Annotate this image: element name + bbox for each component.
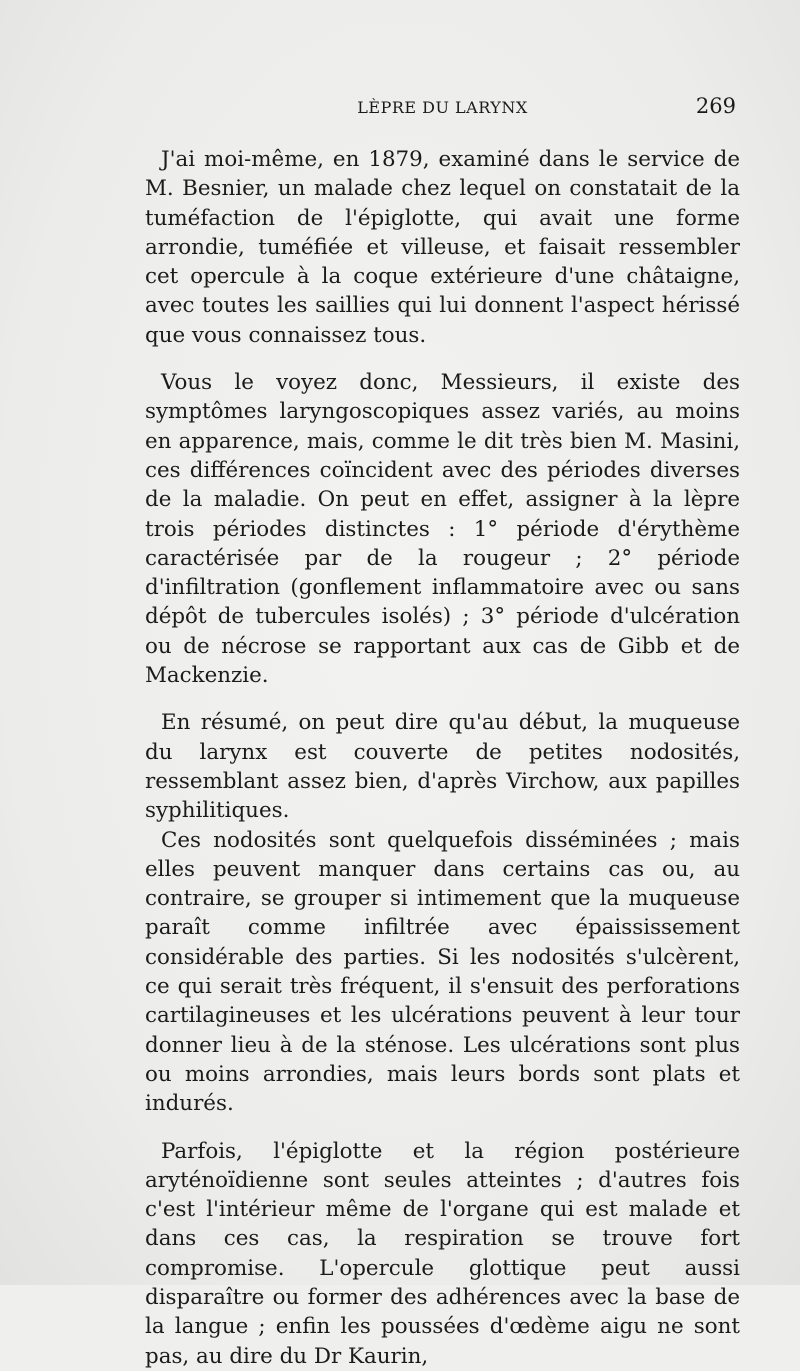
page-header	[145, 94, 740, 122]
body-text	[145, 145, 740, 1371]
paragraph-4: Ces nodosités sont quelquefois disséminées ; mais elles peuvent manquer dans certains cas ou, au contraire, se grouper si intimement que la muqueuse paraît comme infiltrée avec épaississement considérable des parties. Si les nodosités s'ulcèrent, ce qui serait très fréquent, il s'ensuit des perforations cartilagineuses et les ulcérations peuvent à leur tour donner lieu à de la sténose. Les ulcérations sont plus ou moins arrondies, mais leurs bords sont plats et indurés.	[145, 827, 740, 1117]
paragraph-3: En résumé, on peut dire qu'au début, la muqueuse du larynx est couverte de petites nodosités, ressemblant assez bien, d'après Virchow, aux papilles syphilitiques.	[145, 710, 740, 824]
paragraph-2: Vous le voyez donc, Messieurs, il existe des symptômes laryngoscopiques assez variés, au moins en apparence, mais, comme le dit très bien M. Masini, ces différences coïncident avec des périodes diverses de la maladie. On peut en effet, assigner à la lèpre trois périodes distinctes : 1° période d'érythème caractérisée par de la rougeur ; 2° période d'infiltration (gonflement inflammatoire avec ou sans dépôt de tubercules isolés) ; 3° période d'ulcération ou de nécrose se rapportant aux cas de Gibb et de Mackenzie.	[145, 370, 740, 689]
paragraph-1: J'ai moi-même, en 1879, examiné dans le service de M. Besnier, un malade chez lequel on constatait de la tuméfaction de l'épiglotte, qui avait une forme arrondie, tuméfiée et villeuse, et faisait ressembler cet opercule à la coque extérieure d'une châtaigne, avec toutes les saillies qui lui donnent l'aspect hérissé que vous connaissez tous.	[145, 147, 740, 348]
running-title: LÈPRE DU LARYNX	[357, 98, 528, 117]
paragraph-5: Parfois, l'épiglotte et la région postérieure aryténoïdienne sont seules atteintes ; d'autres fois c'est l'intérieur même de l'organe qui est malade et dans ces cas, la respiration se trouve fort compromise. L'opercule glottique peut aussi disparaître ou former des adhérences avec la base de la langue ; enfin les poussées d'œdème aigu ne sont pas, au dire du Dr Kaurin,	[145, 1138, 740, 1369]
page-number: 269	[695, 94, 736, 118]
